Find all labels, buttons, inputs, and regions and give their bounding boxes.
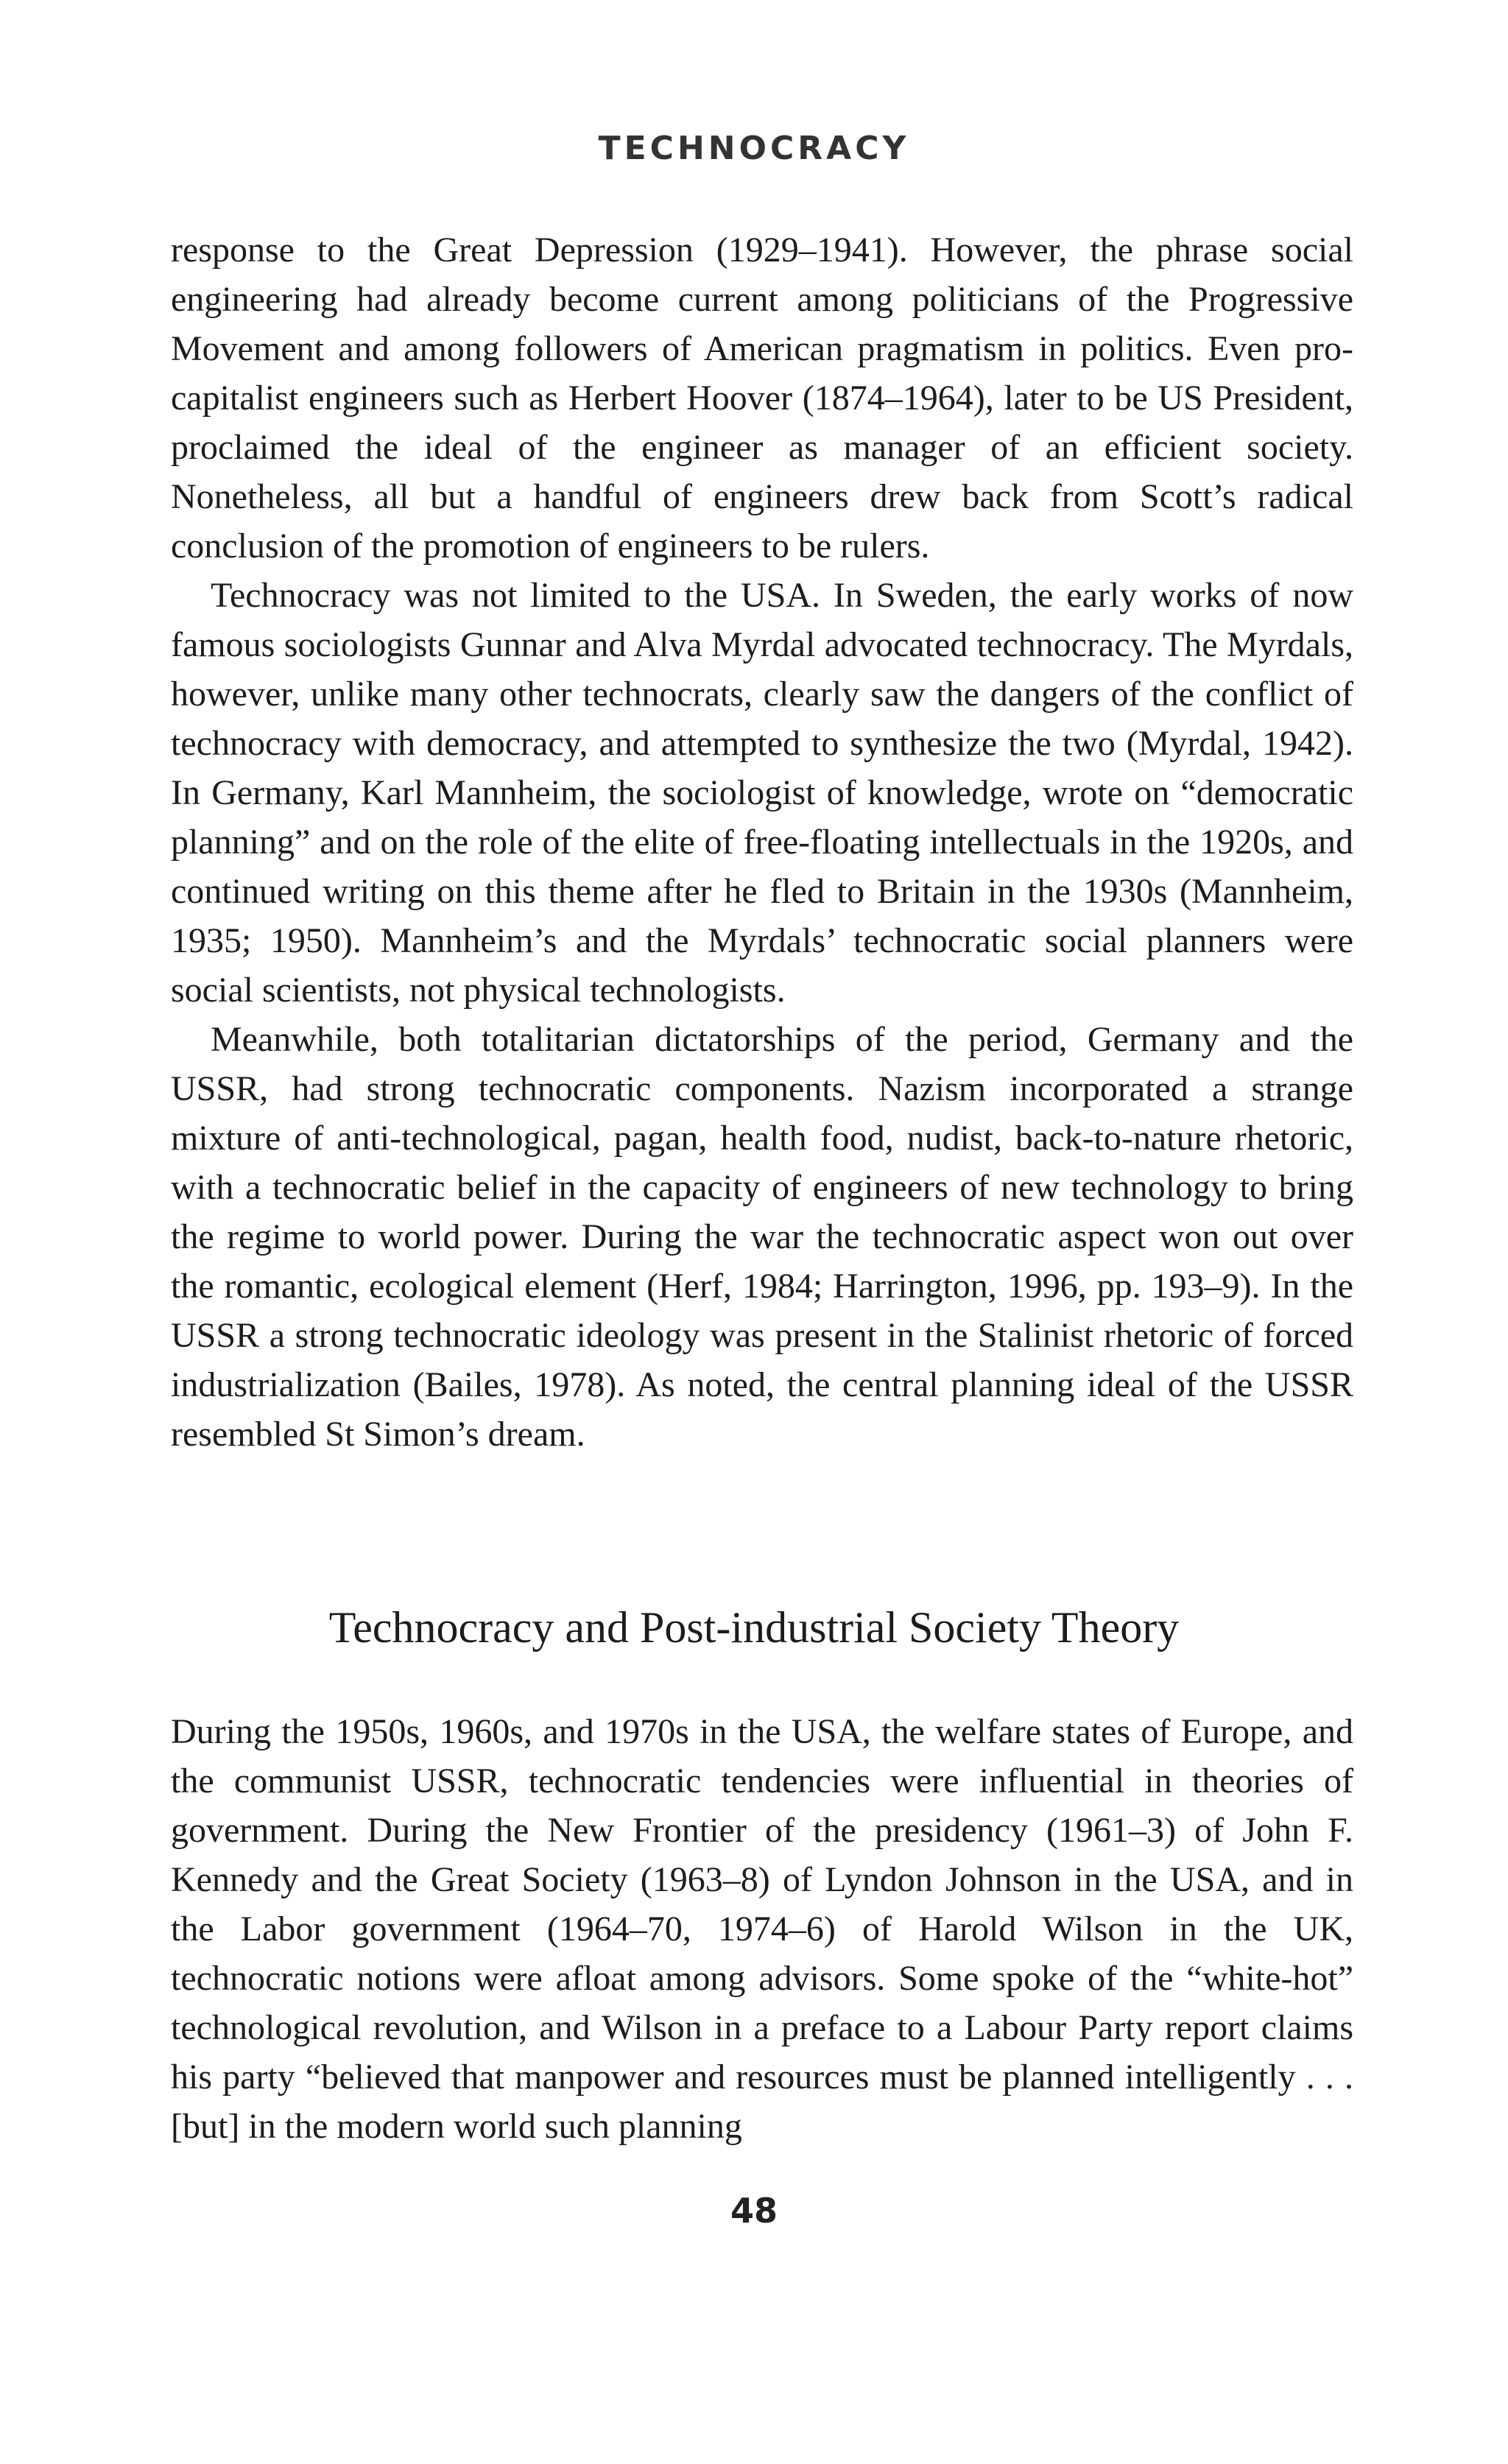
section-heading: Technocracy and Post-industrial Society Theory xyxy=(328,1603,1180,1652)
paragraph-continuation: response to the Great Depression (1929–1941). However, the phrase social engineering had already become current among politicians of the Progressive Movement and among followers of American pragmatism in politics. Even pro-capitalist engineers such as Herbert Hoover (1874–1964), later to be US President, proclaimed the ideal of the engineer as manager of an efficient society. Nonetheless, all but a handful of engineers drew back from Scott’s radical conclusion of the promotion of engineers to be rulers. xyxy=(171,230,1353,566)
paragraph-post-war-governments: During the 1950s, 1960s, and 1970s in the USA, the welfare states of Europe, and the communist USSR, technocratic tendencies were influential in theories of government. During the New Frontier of the presidency (1961–3) of John F. Kennedy and the Great Society (1963–8) of Lyndon Johnson in the USA, and in the Labor government (1964–70, 1974–6) of Harold Wilson in the UK, technocratic notions were afloat among advisors. Some spoke of the “white-hot” technological revolution, and Wilson in a preface to a Labour Party report claims his party “believed that manpower and resources must be planned intelligently . . . [but] in the modern world such planning xyxy=(171,1712,1353,2146)
body-text-after-heading xyxy=(171,1707,1353,2151)
running-head-title: TECHNOCRACY xyxy=(598,130,910,167)
paragraph-totalitarian-dictatorships: Meanwhile, both totalitarian dictatorships of the period, Germany and the USSR, had strong technocratic components. Nazism incorporated a strange mixture of anti-technological, pagan, health food, nudist, back-to-nature rhetoric, with a technocratic belief in the capacity of engineers of new technology to bring the regime to world power. During the war the technocratic aspect won out over the romantic, ecological element (Herf, 1984; Harrington, 1996, pp. 193–9). In the USSR a strong technocratic ideology was present in the Stalinist rhetoric of forced industrialization (Bailes, 1978). As noted, the central planning ideal of the USSR resembled St Simon’s dream. xyxy=(171,1020,1353,1454)
paragraph-sweden-germany: Technocracy was not limited to the USA. In Sweden, the early works of now famous sociologists Gunnar and Alva Myrdal advocated technocracy. The Myrdals, however, unlike many other technocrats, clearly saw the dangers of the conflict of technocracy with democracy, and attempted to synthesize the two (Myrdal, 1942). In Germany, Karl Mannheim, the sociologist of knowledge, wrote on “democratic planning” and on the role of the elite of free-floating intellectuals in the 1920s, and continued writing on this theme after he fled to Britain in the 1930s (Mannheim, 1935; 1950). Mannheim’s and the Myrdals’ technocratic social planners were social scientists, not physical technologists. xyxy=(171,576,1353,1010)
page-number: 48 xyxy=(730,2191,778,2231)
body-text-before-heading xyxy=(171,225,1353,1459)
